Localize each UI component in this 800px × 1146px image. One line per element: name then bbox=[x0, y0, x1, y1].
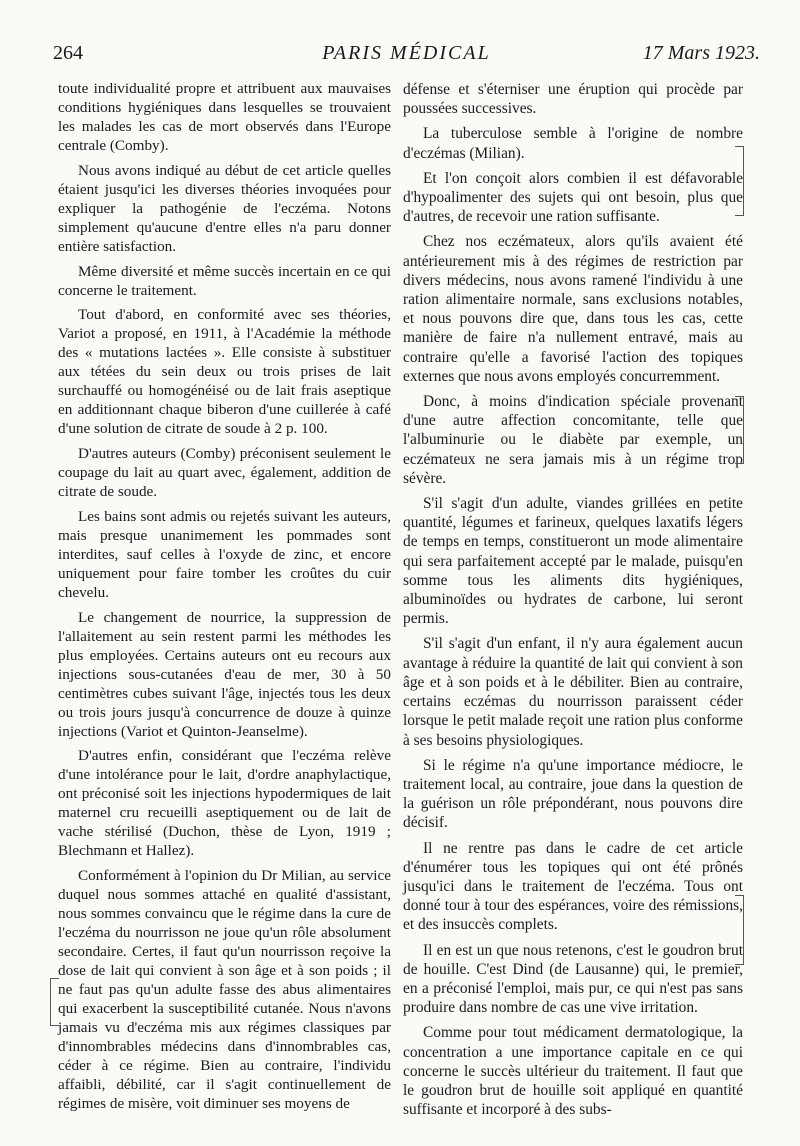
paragraph: Comme pour tout médicament dermatologique, la concentration a une importance capitale en ce qui concerne le succès ultérieur du traitement. Il faut que le goudron brut de houille soit appliqué en quantité suffisante et incorporé à des subs- bbox=[403, 1024, 743, 1119]
paragraph: Si le régime n'a qu'une importance médiocre, le traitement local, au contraire, joue dans la question de la guérison un rôle prépondérant, nous pouvons dire décisif. bbox=[403, 756, 743, 832]
paragraph: Conformément à l'opinion du Dr Milian, au service duquel nous sommes attaché en qualité d'assistant, nous sommes convaincu que le régime dans la cure de l'eczéma du nourrisson ne joue qu'un rôle absolument secondaire. Certes, il faut qu'un nourrisson reçoive la dose de lait qui convient à son âge et à son poids ; il ne faut pas qu'un adulte fasse des abus alimentaires qui exacerbent la susceptibilité cutanée. Nous n'avons jamais vu d'eczéma mis aux régimes classiques par d'innombrables médecins dans d'innombrables cas, céder à ce régime. Bien au contraire, l'individu affaibli, débilité, car il s'agit continuellement de régimes de misère, voit diminuer ses moyens de bbox=[58, 867, 391, 1112]
paragraph: D'autres auteurs (Comby) préconisent seulement le coupage du lait au quart avec, également, addition de citrate de soude. bbox=[58, 445, 391, 501]
paragraph: Tout d'abord, en conformité avec ses théories, Variot a proposé, en 1911, à l'Académie la méthode des « mutations lactées ». Elle consiste à substituer aux tétées du sein deux ou trois prises de lait surchauffé ou homogénéisé ou de lait frais aseptique en additionnant chaque biberon d'une cuillerée à café d'une solution de citrate de soude à 2 p. 100. bbox=[58, 306, 391, 438]
margin-bracket bbox=[735, 396, 744, 464]
paragraph: défense et s'éterniser une éruption qui procède par poussées successives. bbox=[403, 81, 743, 118]
left-column bbox=[58, 80, 391, 1120]
running-header bbox=[53, 38, 760, 72]
paragraph: Et l'on conçoit alors combien il est défavorable d'hypoalimenter des sujets qui ont besoin, plus que d'autres, de recevoir une ration suffisante. bbox=[403, 169, 743, 226]
paragraph: toute individualité propre et attribuent aux mauvaises conditions hygiéniques dans lesquelles se trouvaient les malades les cas de mort observés dans l'Europe centrale (Comby). bbox=[58, 80, 391, 154]
paragraph: Il ne rentre pas dans le cadre de cet article d'énumérer tous les topiques qui ont été prônés jusqu'ici dans le traitement de l'eczéma. Tous ont donné tour à tour des espérances, voire des rémissions, et des insuccès complets. bbox=[403, 839, 743, 934]
paragraph: Chez nos eczémateux, alors qu'ils avaient été antérieurement mis à des régimes de restriction par divers médecins, nous avons ramené l'individu à une ration alimentaire normale, sans exclusions notables, et nous pouvons dire que, dans tous les cas, cette manière de faire n'a nullement entravé, mais au contraire qu'elle a favorisé l'action des topiques externes que nous avons employés concurremment. bbox=[403, 233, 743, 385]
paragraph: Nous avons indiqué au début de cet article quelles étaient jusqu'ici les diverses théories invoquées pour expliquer la pathogénie de l'eczéma. Notons simplement qu'aucune d'entre elles n'a paru donner entière satisfaction. bbox=[58, 161, 391, 255]
paragraph: Donc, à moins d'indication spéciale provenant d'une autre affection concomitante, telle que l'albuminurie ou le diabète par exemple, un eczémateux ne sera jamais mis à un régime trop sévère. bbox=[403, 393, 743, 487]
journal-title: PARIS MÉDICAL bbox=[322, 42, 491, 64]
paragraph: Même diversité et même succès incertain en ce qui concerne le traitement. bbox=[58, 262, 391, 299]
paragraph: Le changement de nourrice, la suppression de l'allaitement au sein restent parmi les méthodes les plus employées. Certains auteurs ont eu recours aux injections sous-cutanées d'eau de mer, 30 à 50 centimètres cubes suivant l'âge, injectés tous les deux ou trois jours jusqu'à concurrence de douze à quinze injections (Variot et Quinton-Jeanselme). bbox=[58, 608, 391, 740]
paragraph: La tuberculose semble à l'origine de nombre d'eczémas (Milian). bbox=[403, 125, 743, 162]
margin-bracket bbox=[735, 895, 744, 965]
paragraph: D'autres enfin, considérant que l'eczéma relève d'une intolérance pour le lait, d'ordre anaphylactique, ont préconisé soit les injections hypodermiques de lait maternel cru recueilli aseptiquement ou de lait de vache stérilisé (Duchon, thèse de Lyon, 1919 ; Blechmann et Hallez). bbox=[58, 747, 391, 860]
margin-bracket bbox=[50, 978, 59, 1026]
paragraph: S'il s'agit d'un enfant, il n'y aura également aucun avantage à réduire la quantité de lait qui convient à son âge et à son poids et à le débiliter. Bien au contraire, certains eczémas du nourrisson paraissent céder lorsque le petit malade reçoit une ration plus conforme à ses besoins physiologiques. bbox=[403, 635, 743, 749]
right-column bbox=[403, 80, 743, 1125]
issue-date: 17 Mars 1923. bbox=[642, 42, 760, 64]
margin-bracket bbox=[735, 146, 744, 216]
paragraph: Il en est un que nous retenons, c'est le goudron brut de houille. C'est Dind (de Lausanne) qui, le premier, en a préconisé l'emploi, mais pur, ce qui n'est pas sans produire dans nombre de cas une vive irritation. bbox=[403, 941, 743, 1017]
paragraph: S'il s'agit d'un adulte, viandes grillées en petite quantité, légumes et farineux, quelques laxatifs légers de temps en temps, constitueront un mode alimentaire qui sera parfaitement accepté par le malade, puisqu'en somme tous les aliments dits hygiéniques, albuminoïdes ou hydrates de carbone, lui seront permis. bbox=[403, 495, 743, 628]
page-number: 264 bbox=[53, 42, 83, 64]
paragraph: Les bains sont admis ou rejetés suivant les auteurs, mais presque unanimement les pommades sont interdites, sauf celles à l'oxyde de zinc, et encore uniquement pour faire tomber les croûtes du cuir chevelu. bbox=[58, 508, 391, 601]
